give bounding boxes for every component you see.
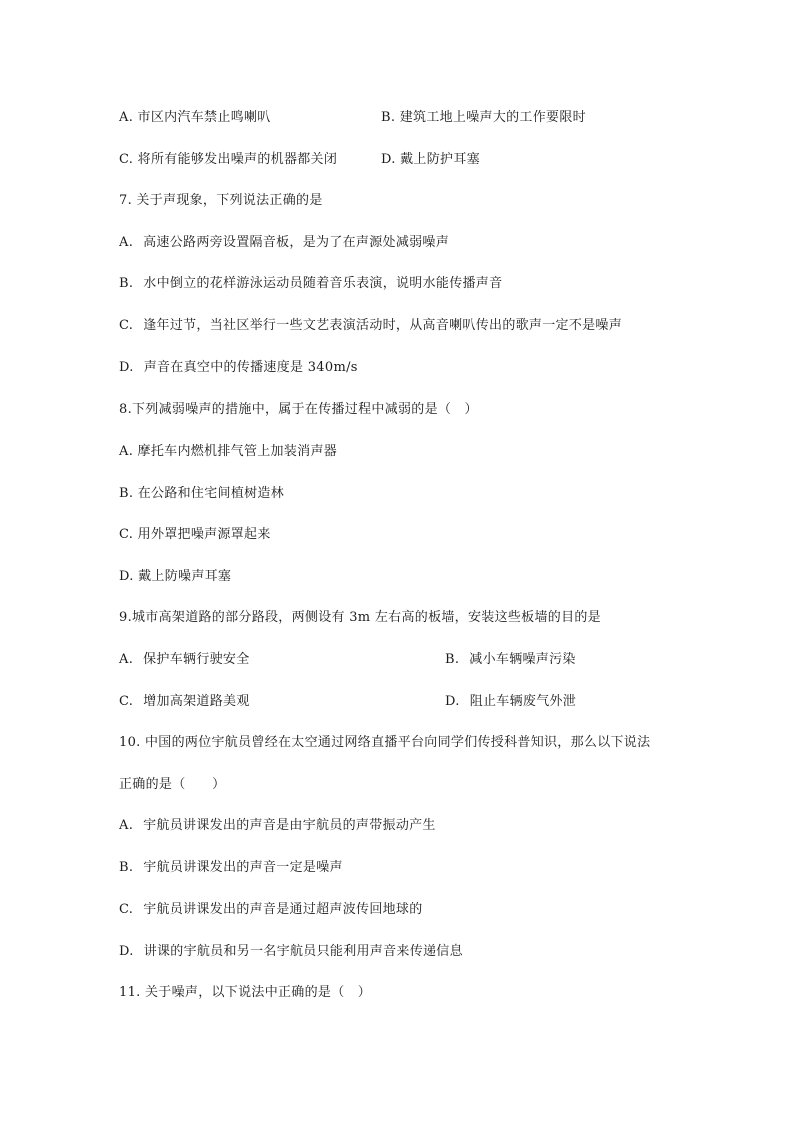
q9-option-d xyxy=(445,693,576,711)
q7-option-d-text: 声音在真空中的传播速度是 340m/s xyxy=(143,360,358,375)
q7-stem: 7. 关于声现象，下列说法正确的是 xyxy=(119,193,323,208)
q7-option-d xyxy=(119,359,358,377)
q10-stem-line1: 10. 中国的两位宇航员曾经在太空通过网络直播平台向同学们传授科普知识，那么以下说法 xyxy=(119,735,651,750)
q6-option-c: C. 将所有能够发出噪声的机器都关闭 xyxy=(119,152,338,167)
q10-option-c xyxy=(119,901,423,919)
q9-option-d-text: 阻止车辆废气外泄 xyxy=(469,694,577,709)
q7-option-b-text: 水中倒立的花样游泳运动员随着音乐表演，说明水能传播声音 xyxy=(143,276,503,291)
q7-option-c-letter: C. xyxy=(119,318,134,333)
q9-option-b-letter: B. xyxy=(445,652,460,667)
q9-option-b xyxy=(445,651,576,669)
q10-option-a-text: 宇航员讲课发出的声音是由宇航员的声带振动产生 xyxy=(143,818,436,833)
q6-option-d: D. 戴上防护耳塞 xyxy=(381,152,480,167)
q8-option-b: B. 在公路和住宅间植树造林 xyxy=(119,486,285,501)
q8-stem: 8.下列减弱噪声的措施中，属于在传播过程中减弱的是（ ） xyxy=(119,402,478,417)
q10-option-b xyxy=(119,859,343,877)
q9-option-a xyxy=(119,651,250,669)
q11-stem: 11. 关于噪声，以下说法中正确的是（ ） xyxy=(119,985,372,1000)
q10-stem-line2: 正确的是（ ） xyxy=(119,777,226,792)
q10-option-a-letter: A. xyxy=(119,818,134,833)
q9-option-c-letter: C. xyxy=(119,694,134,709)
q8-option-c: C. 用外罩把噪声源罩起来 xyxy=(119,527,271,542)
q7-option-a-letter: A. xyxy=(119,235,134,250)
q10-option-b-letter: B. xyxy=(119,860,134,875)
q7-option-a-text: 高速公路两旁设置隔音板，是为了在声源处减弱噪声 xyxy=(143,235,450,250)
q9-option-c-text: 增加高架道路美观 xyxy=(143,694,250,709)
q7-option-a xyxy=(119,234,449,252)
q10-option-d-text: 讲课的宇航员和另一名宇航员只能利用声音来传递信息 xyxy=(143,944,463,959)
q9-option-b-text: 减小车辆噪声污染 xyxy=(469,652,576,667)
q9-option-a-text: 保护车辆行驶安全 xyxy=(143,652,250,667)
q10-option-c-letter: C. xyxy=(119,902,134,917)
q7-option-b xyxy=(119,275,502,293)
q8-option-d: D. 戴上防噪声耳塞 xyxy=(119,569,232,584)
q10-option-a xyxy=(119,817,436,835)
q9-stem: 9.城市高架道路的部分路段，两侧设有 3m 左右高的板墙，安装这些板墙的目的是 xyxy=(119,610,601,625)
q7-option-b-letter: B. xyxy=(119,276,134,291)
q7-option-c-text: 逢年过节，当社区举行一些文艺表演活动时，从高音喇叭传出的歌声一定不是噪声 xyxy=(143,318,623,333)
q8-option-a: A. 摩托车内燃机排气管上加装消声器 xyxy=(119,444,338,459)
q7-option-c xyxy=(119,317,622,335)
q10-option-d xyxy=(119,943,463,961)
q6-option-b: B. 建筑工地上噪声大的工作要限时 xyxy=(381,110,586,125)
q9-option-c xyxy=(119,693,250,711)
q10-option-c-text: 宇航员讲课发出的声音是通过超声波传回地球的 xyxy=(143,902,423,917)
q10-option-b-text: 宇航员讲课发出的声音一定是噪声 xyxy=(143,860,343,875)
q9-option-d-letter: D. xyxy=(445,694,460,709)
q7-option-d-letter: D. xyxy=(119,360,134,375)
q9-option-a-letter: A. xyxy=(119,652,134,667)
q6-option-a: A. 市区内汽车禁止鸣喇叭 xyxy=(119,110,271,125)
q10-option-d-letter: D. xyxy=(119,944,134,959)
